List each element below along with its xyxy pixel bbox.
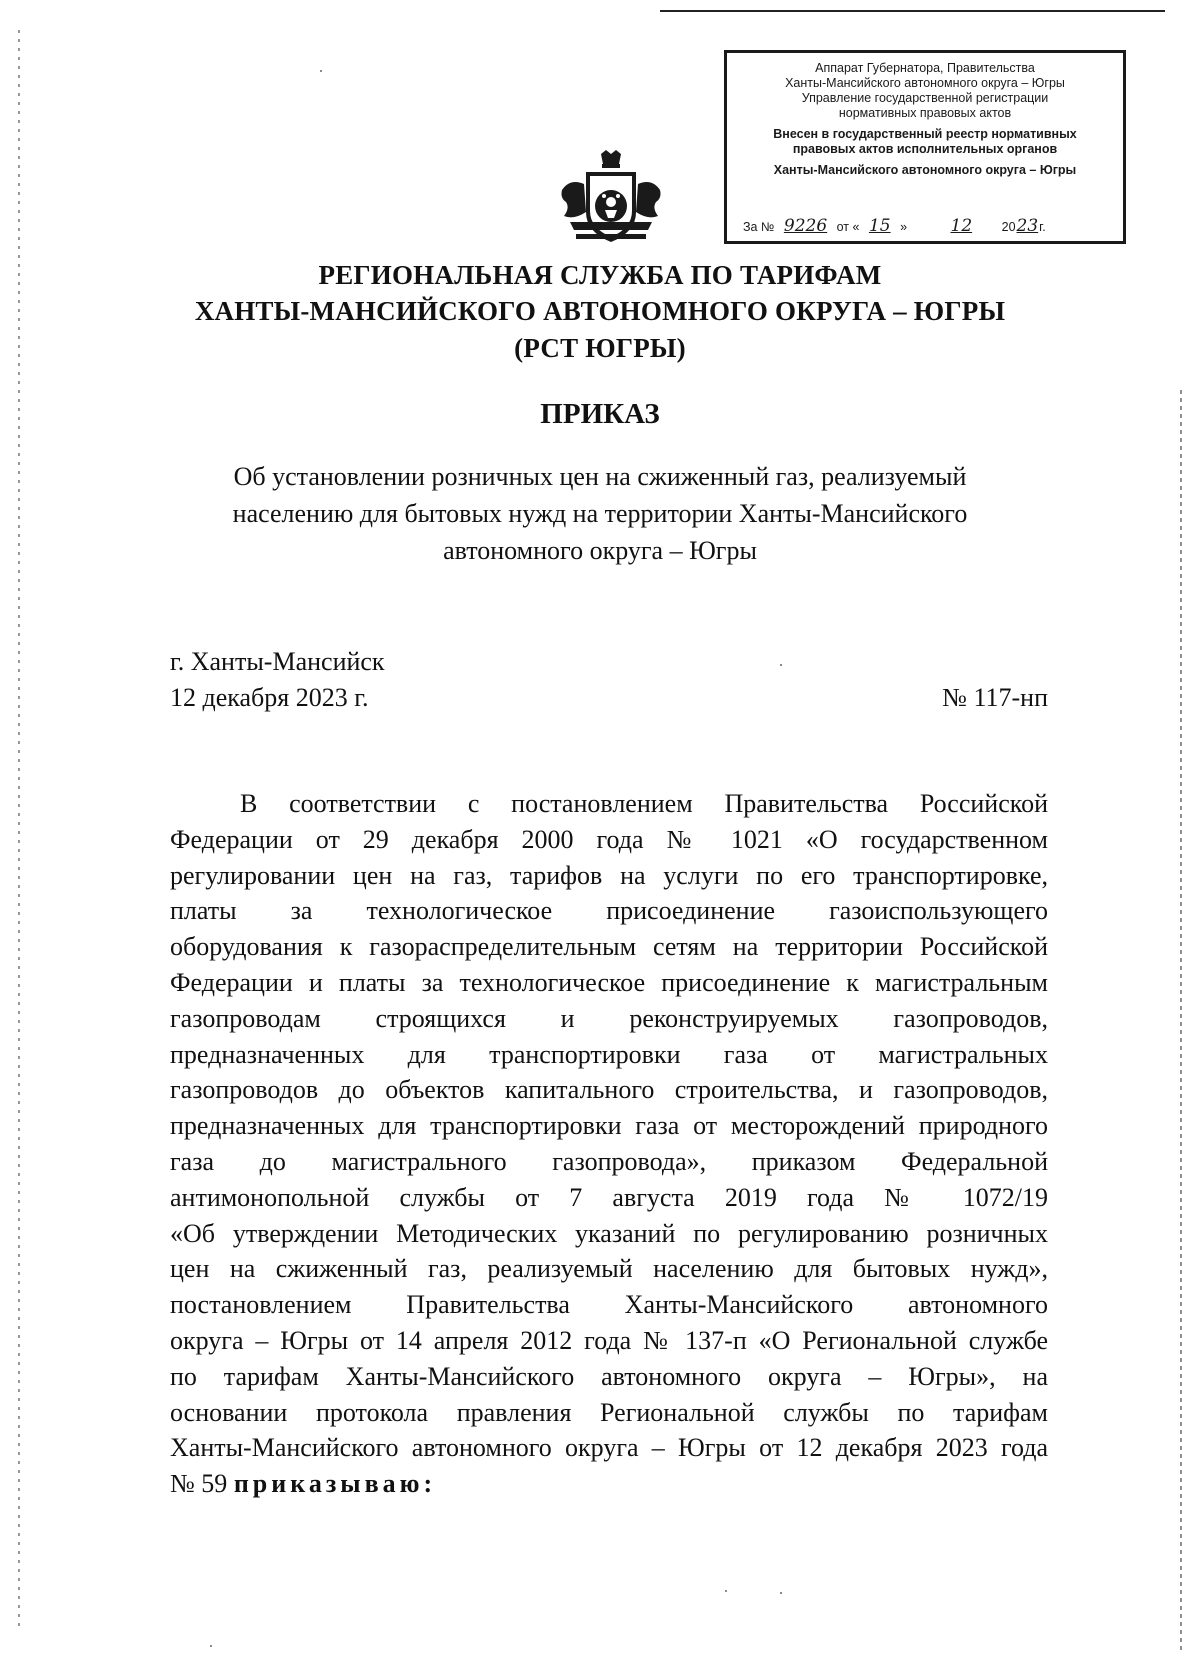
- stamp-entry-line: Внесен в государственный реестр нормативных: [773, 127, 1077, 141]
- order-verb: приказываю:: [233, 1469, 437, 1499]
- paragraph-line: газа до магистрального газопровода», приказом Федеральной: [170, 1146, 1048, 1176]
- stamp-line: Ханты-Мансийского автономного округа – Югры: [785, 76, 1065, 90]
- protocol-number: № 59: [170, 1469, 228, 1499]
- paragraph-line: по тарифам Ханты-Мансийского автономного округа – Югры», на: [170, 1361, 1048, 1391]
- paragraph-line: антимонопольной службы от 7 августа 2019 года № 1072/19: [170, 1182, 1048, 1212]
- stamp-reg-year: 23: [1016, 216, 1039, 236]
- registration-stamp: [724, 50, 1126, 244]
- subject-line: автономного округа – Югры: [443, 536, 757, 565]
- document-type-title: ПРИКАЗ: [540, 398, 660, 430]
- paragraph-line: газопроводам строящихся и реконструируемых газопроводов,: [170, 1003, 1048, 1033]
- paragraph-line: цен на сжиженный газ, реализуемый населению для бытовых нужд»,: [170, 1254, 1048, 1284]
- document-subject: [0, 458, 1200, 569]
- scan-speck: [210, 1645, 212, 1647]
- stamp-registration-row: [743, 216, 1115, 236]
- stamp-reg-close: »: [900, 220, 908, 234]
- paragraph-line: постановлением Правительства Ханты-Мансийского автономного: [170, 1290, 1048, 1320]
- stamp-entry-line: правовых актов исполнительных органов: [792, 142, 1058, 156]
- paragraph-line: платы за технологическое присоединение газоиспользующего: [170, 896, 1048, 926]
- paragraph-line: газопроводов до объектов капитального строительства, и газопроводов,: [170, 1075, 1048, 1105]
- document-city: г. Ханты-Мансийск: [170, 647, 385, 676]
- stamp-reg-number: 9226: [783, 216, 828, 236]
- stamp-reg-day: 15: [868, 216, 891, 236]
- document-number: № 117-нп: [942, 683, 1048, 712]
- scan-speck: [320, 70, 322, 72]
- subject-line: населению для бытовых нужд на территории Ханты-Мансийского: [232, 499, 968, 528]
- stamp-reg-prefix: За №: [743, 220, 775, 234]
- stamp-reg-year-suffix: г.: [1039, 220, 1046, 234]
- paragraph-line: регулировании цен на газ, тарифов на услуги по его транспортировке,: [170, 860, 1048, 890]
- paragraph-line: основании протокола правления Региональной службы по тарифам: [170, 1397, 1048, 1427]
- paragraph-line: В соответствии с постановлением Правительства Российской: [240, 789, 1048, 818]
- org-name-abbreviation: (РСТ ЮГРЫ): [514, 333, 686, 363]
- stamp-reg-from: от «: [836, 220, 860, 234]
- paragraph-line: предназначенных для транспортировки газа от месторождений природного: [170, 1111, 1048, 1141]
- scan-speck: [780, 1592, 782, 1594]
- stamp-line: Управление государственной регистрации: [801, 91, 1049, 105]
- stamp-line: Аппарат Губернатора, Правительства: [815, 61, 1035, 75]
- scan-speck: [725, 1590, 727, 1592]
- stamp-reg-year-prefix: 20: [1001, 220, 1016, 234]
- org-name-line1: РЕГИОНАЛЬНАЯ СЛУЖБА ПО ТАРИФАМ: [318, 260, 882, 290]
- org-name-line2: ХАНТЫ-МАНСИЙСКОГО АВТОНОМНОГО ОКРУГА – ЮГРЫ: [194, 296, 1006, 326]
- paragraph-final-line: [170, 1466, 1048, 1502]
- stamp-district-line: Ханты-Мансийского автономного округа – Югры: [773, 163, 1077, 177]
- scan-edge-right: [1180, 390, 1182, 1650]
- paragraph-line: «Об утверждении Методических указаний по регулированию розничных: [170, 1218, 1048, 1248]
- paragraph-line: оборудования к газораспределительным сетям на территории Российской: [170, 932, 1048, 962]
- scan-top-line: [660, 10, 1165, 12]
- paragraph-line: Федерации и платы за технологическое присоединение к магистральным: [170, 967, 1048, 997]
- paragraph-line: округа – Югры от 14 апреля 2012 года № 137-п «О Региональной службе: [170, 1325, 1048, 1355]
- paragraph-line: Федерации от 29 декабря 2000 года № 1021 «О государственном: [170, 824, 1048, 854]
- paragraph-line: Ханты-Мансийского автономного округа – Югры от 12 декабря 2023 года: [170, 1433, 1048, 1463]
- preamble-paragraph: [170, 786, 1048, 1502]
- paragraph-line: предназначенных для транспортировки газа от магистральных: [170, 1039, 1048, 1069]
- document-date: 12 декабря 2023 г.: [170, 683, 369, 712]
- subject-line: Об установлении розничных цен на сжиженный газ, реализуемый: [233, 462, 967, 491]
- scan-speck: [780, 664, 782, 666]
- stamp-line: нормативных правовых актов: [838, 106, 1012, 120]
- stamp-reg-month: 12: [950, 216, 973, 236]
- coat-of-arms-icon: [556, 150, 666, 250]
